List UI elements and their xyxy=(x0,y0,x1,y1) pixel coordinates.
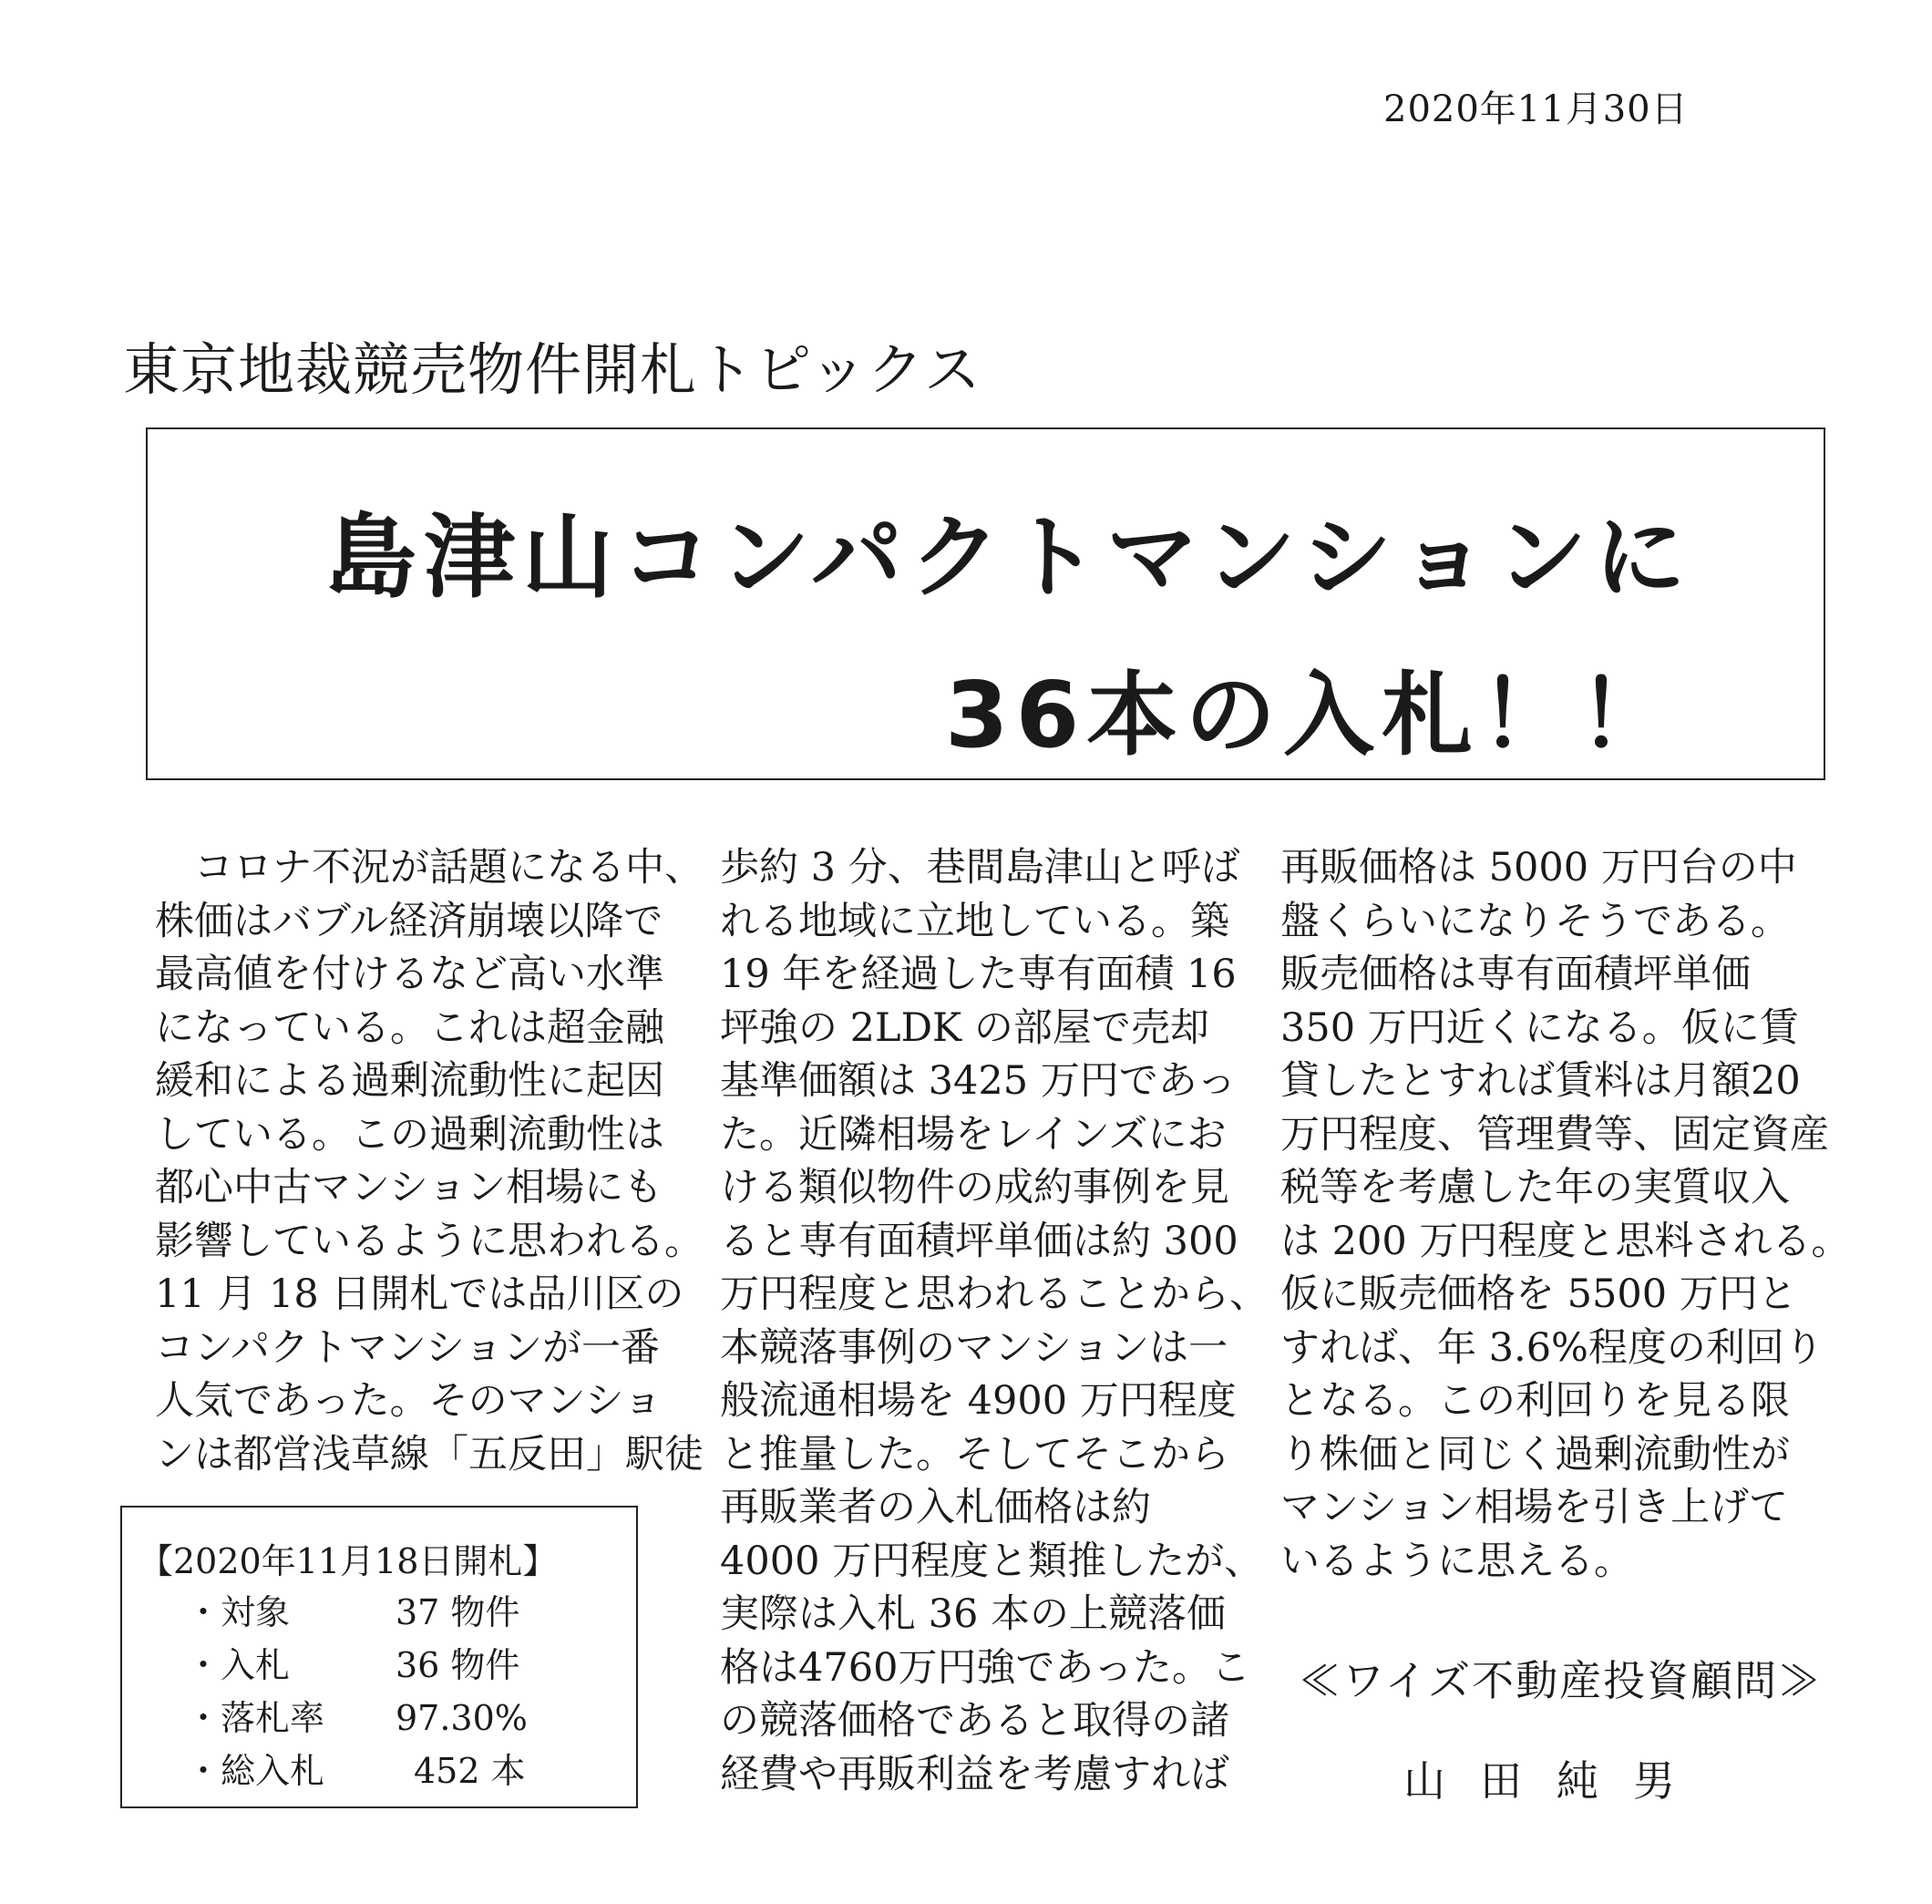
body-line: 格は4760万円強であった。こ xyxy=(720,1644,1251,1691)
topic-heading: 東京地裁競売物件開札トピックス xyxy=(123,336,981,403)
body-column-3 xyxy=(1280,841,1850,1588)
body-line: 4000 万円程度と類推したが、 xyxy=(720,1538,1264,1584)
body-line: と推量した。そしてそこから xyxy=(720,1431,1229,1477)
stats-title: 【2020年11月18日開札】 xyxy=(139,1541,558,1581)
body-line: 経費や再販利益を考慮すれば xyxy=(720,1751,1229,1797)
body-line: コンパクトマンションが一番 xyxy=(155,1324,661,1371)
body-line: 基準価額は 3425 万円であっ xyxy=(720,1058,1237,1104)
stat-value: 452 本 xyxy=(414,1751,526,1791)
body-line: ンは都営浅草線「五反田」駅徒 xyxy=(155,1431,704,1477)
headline-line-1: 島津山コンパクトマンションに xyxy=(325,504,1693,611)
document-date: 2020年11月30日 xyxy=(1383,88,1689,130)
headline-box xyxy=(146,427,1825,780)
body-line: 万円程度、管理費等、固定資産 xyxy=(1280,1111,1829,1158)
stat-label: ・総入札 xyxy=(186,1751,325,1791)
body-line: 再販価格は 5000 万円台の中 xyxy=(1280,845,1797,890)
body-line: 歩約 3 分、巷間島津山と呼ば xyxy=(720,845,1240,890)
stat-label: ・対象 xyxy=(186,1592,291,1632)
stat-label: ・落札率 xyxy=(186,1698,325,1738)
author-name: 山田純男 xyxy=(1403,1756,1710,1806)
stat-value: 37 物件 xyxy=(396,1592,520,1632)
body-line: 般流通相場を 4900 万円程度 xyxy=(720,1378,1237,1424)
stat-label: ・入札 xyxy=(186,1645,291,1685)
body-column-2 xyxy=(720,841,1269,1801)
body-line: ると専有面積坪単価は約 300 xyxy=(720,1218,1238,1264)
body-line: 350 万円近くになる。仮に賃 xyxy=(1280,1004,1799,1051)
body-line: いるように思える。 xyxy=(1280,1538,1633,1584)
body-line: している。この過剰流動性は xyxy=(155,1111,664,1158)
body-line: 仮に販売価格を 5500 万円と xyxy=(1280,1271,1797,1317)
body-line: 最高値を付けるなど高い水準 xyxy=(155,952,664,997)
body-line: た。近隣相場をレインズにお xyxy=(720,1111,1227,1158)
body-line: 税等を考慮した年の実質収入 xyxy=(1280,1165,1790,1210)
auction-stats-box xyxy=(120,1506,638,1808)
body-line: 緩和による過剰流動性に起因 xyxy=(155,1058,664,1104)
body-line: り株価と同じく過剰流動性が xyxy=(1280,1431,1790,1477)
body-line: 影響しているように思われる。 xyxy=(155,1218,704,1264)
organization-name: ≪ワイズ不動産投資顧問≫ xyxy=(1299,1656,1823,1705)
stat-value: 36 物件 xyxy=(396,1645,520,1685)
body-line: 貸したとすれば賃料は月額20 xyxy=(1280,1058,1801,1104)
body-column-1 xyxy=(155,841,704,1481)
body-line: 万円程度と思われることから、 xyxy=(720,1271,1269,1317)
body-line: 11 月 18 日開札では品川区の xyxy=(155,1271,684,1317)
body-line: ける類似物件の成約事例を見 xyxy=(720,1165,1229,1210)
stat-row-rate xyxy=(186,1690,528,1740)
headline-line-2: 36本の入札！！ xyxy=(945,662,1678,768)
body-line: 都心中古マンション相場にも xyxy=(155,1165,663,1210)
body-line: になっている。これは超金融 xyxy=(155,1004,664,1051)
stat-row-target xyxy=(186,1584,519,1634)
body-line: となる。この利回りを見る限 xyxy=(1280,1378,1790,1424)
body-line: マンション相場を引き上げて xyxy=(1280,1485,1789,1530)
body-line: の競落価格であると取得の諸 xyxy=(720,1698,1229,1744)
body-line: 19 年を経過した専有面積 16 xyxy=(720,952,1237,997)
body-line: れる地域に立地している。築 xyxy=(720,898,1229,944)
body-line: 再販業者の入札価格は約 xyxy=(720,1485,1151,1530)
body-line: 坪強の 2LDK の部屋で売却 xyxy=(720,1004,1209,1051)
body-line: コロナ不況が話題になる中、 xyxy=(155,845,704,890)
stat-value: 97.30% xyxy=(396,1698,528,1738)
body-line: は 200 万円程度と思料される。 xyxy=(1280,1218,1851,1264)
stat-row-bids xyxy=(186,1637,519,1687)
body-line: 実際は入札 36 本の上競落価 xyxy=(720,1591,1227,1637)
body-line: 盤くらいになりそうである。 xyxy=(1280,898,1790,944)
body-line: すれば、年 3.6%程度の利回り xyxy=(1280,1324,1824,1371)
stat-row-total xyxy=(186,1743,526,1793)
body-line: 人気であった。そのマンショ xyxy=(155,1378,663,1424)
body-line: 本競落事例のマンションは一 xyxy=(720,1324,1228,1371)
body-line: 販売価格は専有面積坪単価 xyxy=(1280,952,1751,997)
body-line: 株価はバブル経済崩壊以降で xyxy=(155,898,663,944)
